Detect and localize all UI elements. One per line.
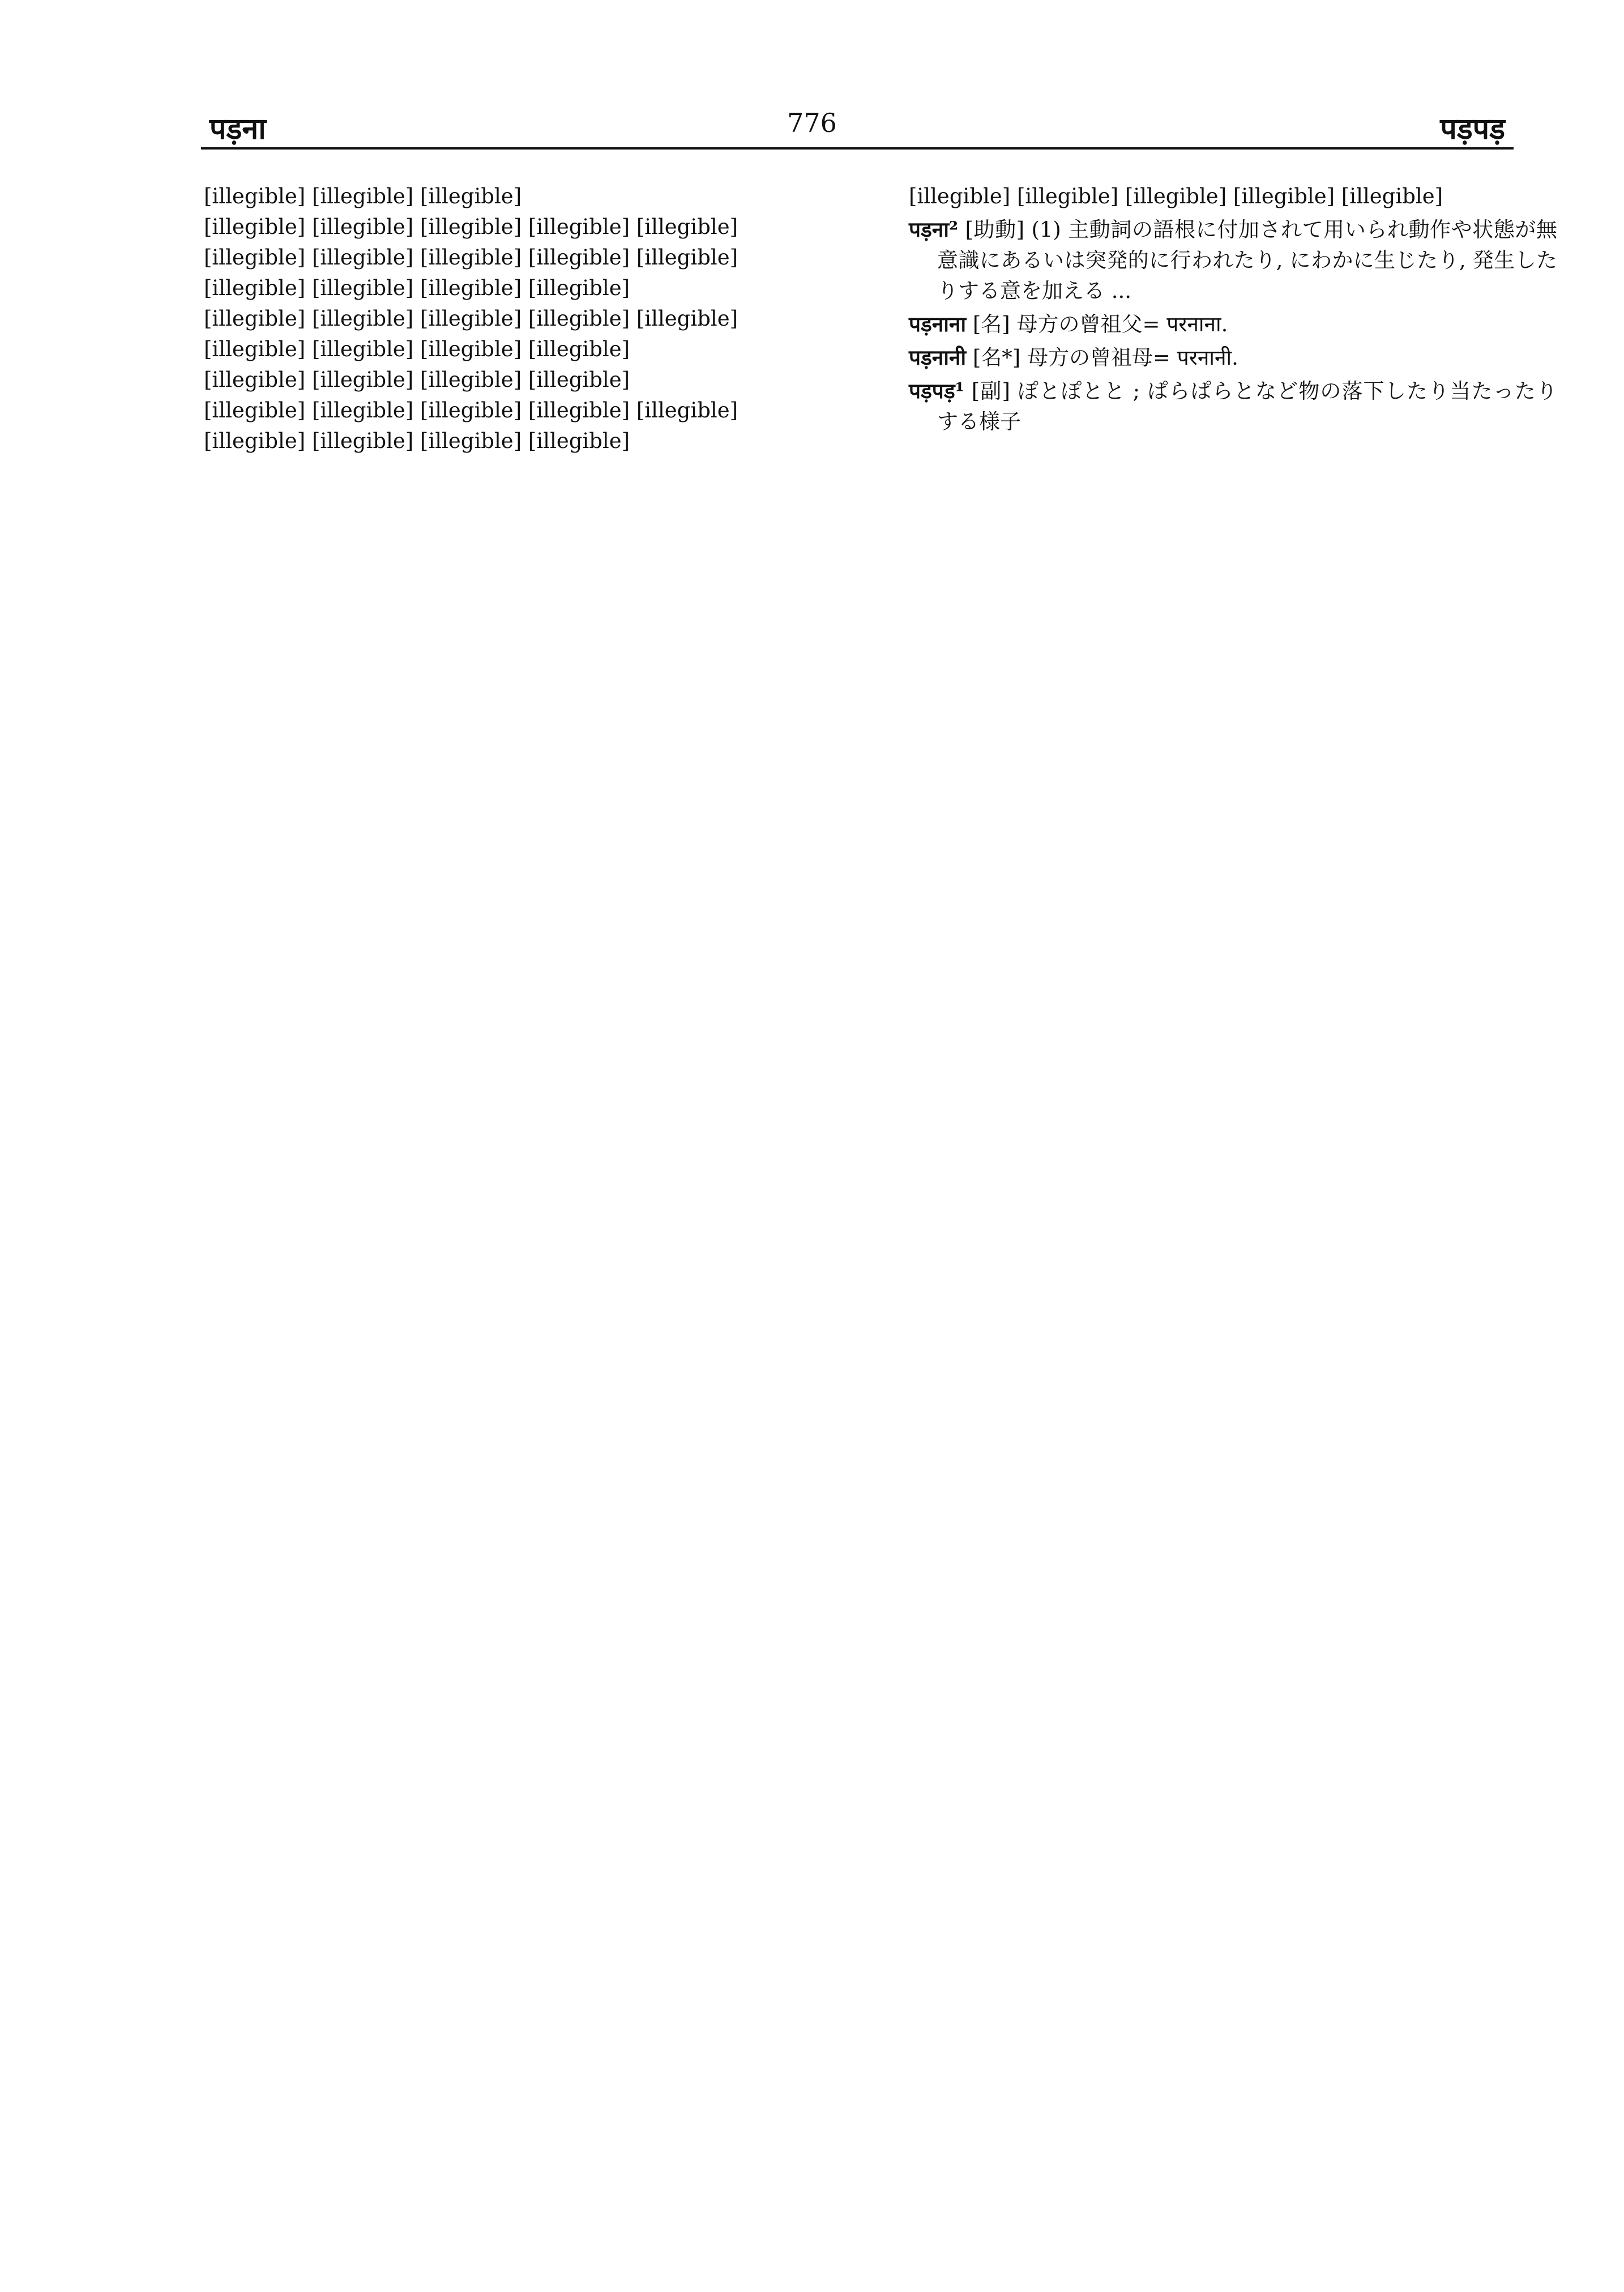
header-rule <box>201 147 1514 150</box>
dictionary-entry <box>909 309 1557 340</box>
left-paragraph: [illegible] [illegible] [illegible] [illegible] [illegible] <box>204 215 738 239</box>
entry-headword: पड़नाना <box>909 311 967 336</box>
entry-headword: पड़ना² <box>909 217 959 242</box>
entry-text: 母方の曾祖母= परनानी. <box>1027 345 1238 370</box>
left-paragraph: [illegible] [illegible] [illegible] [illegible] [illegible] <box>204 306 738 331</box>
dictionary-entry <box>909 342 1557 373</box>
entry-text: ぽとぽとと ; ぱらぱらとなど物の落下したり当たったりする様子 <box>937 379 1558 434</box>
right-continuation: [illegible] [illegible] [illegible] [illegible] [illegible] <box>909 184 1443 208</box>
left-paragraph: [illegible] [illegible] [illegible] [illegible] <box>204 429 630 453</box>
left-paragraph: [illegible] [illegible] [illegible] [illegible] [illegible] <box>204 398 738 422</box>
entry-text: 母方の曾祖父= परनाना. <box>1016 312 1228 336</box>
entry-label: [名] <box>972 312 1010 336</box>
left-paragraph: [illegible] [illegible] [illegible] [illegible] <box>204 368 630 392</box>
right-running-headword: पड़पड़ <box>1440 112 1505 146</box>
entry-headword: पड़पड़¹ <box>909 378 964 403</box>
left-paragraph: [illegible] [illegible] [illegible] [illegible] <box>204 276 630 300</box>
entry-label: [副] <box>971 379 1010 403</box>
page-number: 776 <box>787 108 837 138</box>
page-header <box>0 96 1624 159</box>
left-paragraph: [illegible] [illegible] [illegible] <box>204 184 522 208</box>
entry-text: (1) 主動詞の語根に付加されて用いられ動作や状態が無意識にあるいは突発的に行われたり, にわかに生じたり, 発生したりする意を加える ... <box>937 217 1557 303</box>
left-column <box>204 181 852 456</box>
dictionary-entry <box>909 214 1557 306</box>
left-running-headword: पड़ना <box>210 112 266 146</box>
entry-label: [名*] <box>972 345 1021 370</box>
dictionary-entry <box>909 375 1557 437</box>
left-paragraph: [illegible] [illegible] [illegible] [illegible] [illegible] <box>204 245 738 270</box>
entry-label: [助動] <box>965 217 1025 242</box>
entry-headword: पड़नानी <box>909 345 967 370</box>
left-paragraph: [illegible] [illegible] [illegible] [illegible] <box>204 337 630 361</box>
right-column <box>909 181 1557 437</box>
